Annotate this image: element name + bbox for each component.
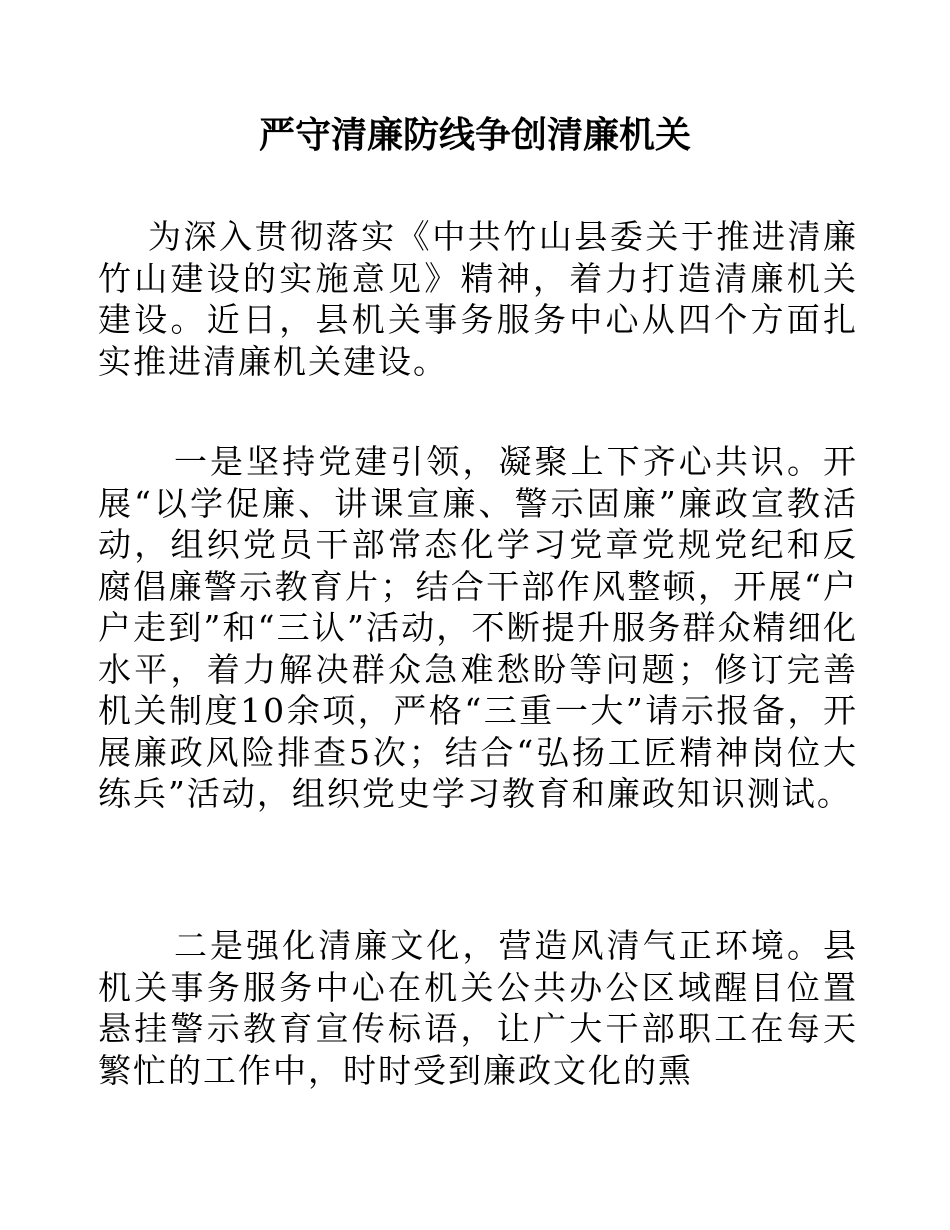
paragraph-point-one: 一是坚持党建引领，凝聚上下齐心共识。开展“以学促廉、讲课宣廉、警示固廉”廉政宣教活动，组织党员干部常态化学习党章党规党纪和反腐倡廉警示教育片；结合干部作风整顿，开展“户户走到”和“三认”活动，不断提升服务群众精细化水平，着力解决群众急难愁盼等问题；修订完善机关制度10余项，严格“三重一大”请示报备，开展廉政风险排查5次；结合“弘扬工匠精神岗位大练兵”活动，组织党史学习教育和廉政知识测试。 bbox=[98, 442, 858, 813]
paragraph-intro: 为深入贯彻落实《中共竹山县委关于推进清廉竹山建设的实施意见》精神，着力打造清廉机关建设。近日，县机关事务服务中心从四个方面扎实推进清廉机关建设。 bbox=[98, 217, 858, 381]
paragraph-point-two: 二是强化清廉文化，营造风清气正环境。县机关事务服务中心在机关公共办公区域醒目位置悬挂警示教育宣传标语，让广大干部职工在每天繁忙的工作中，时时受到廉政文化的熏 bbox=[98, 926, 858, 1090]
document-title: 严守清廉防线争创清廉机关 bbox=[258, 114, 691, 156]
